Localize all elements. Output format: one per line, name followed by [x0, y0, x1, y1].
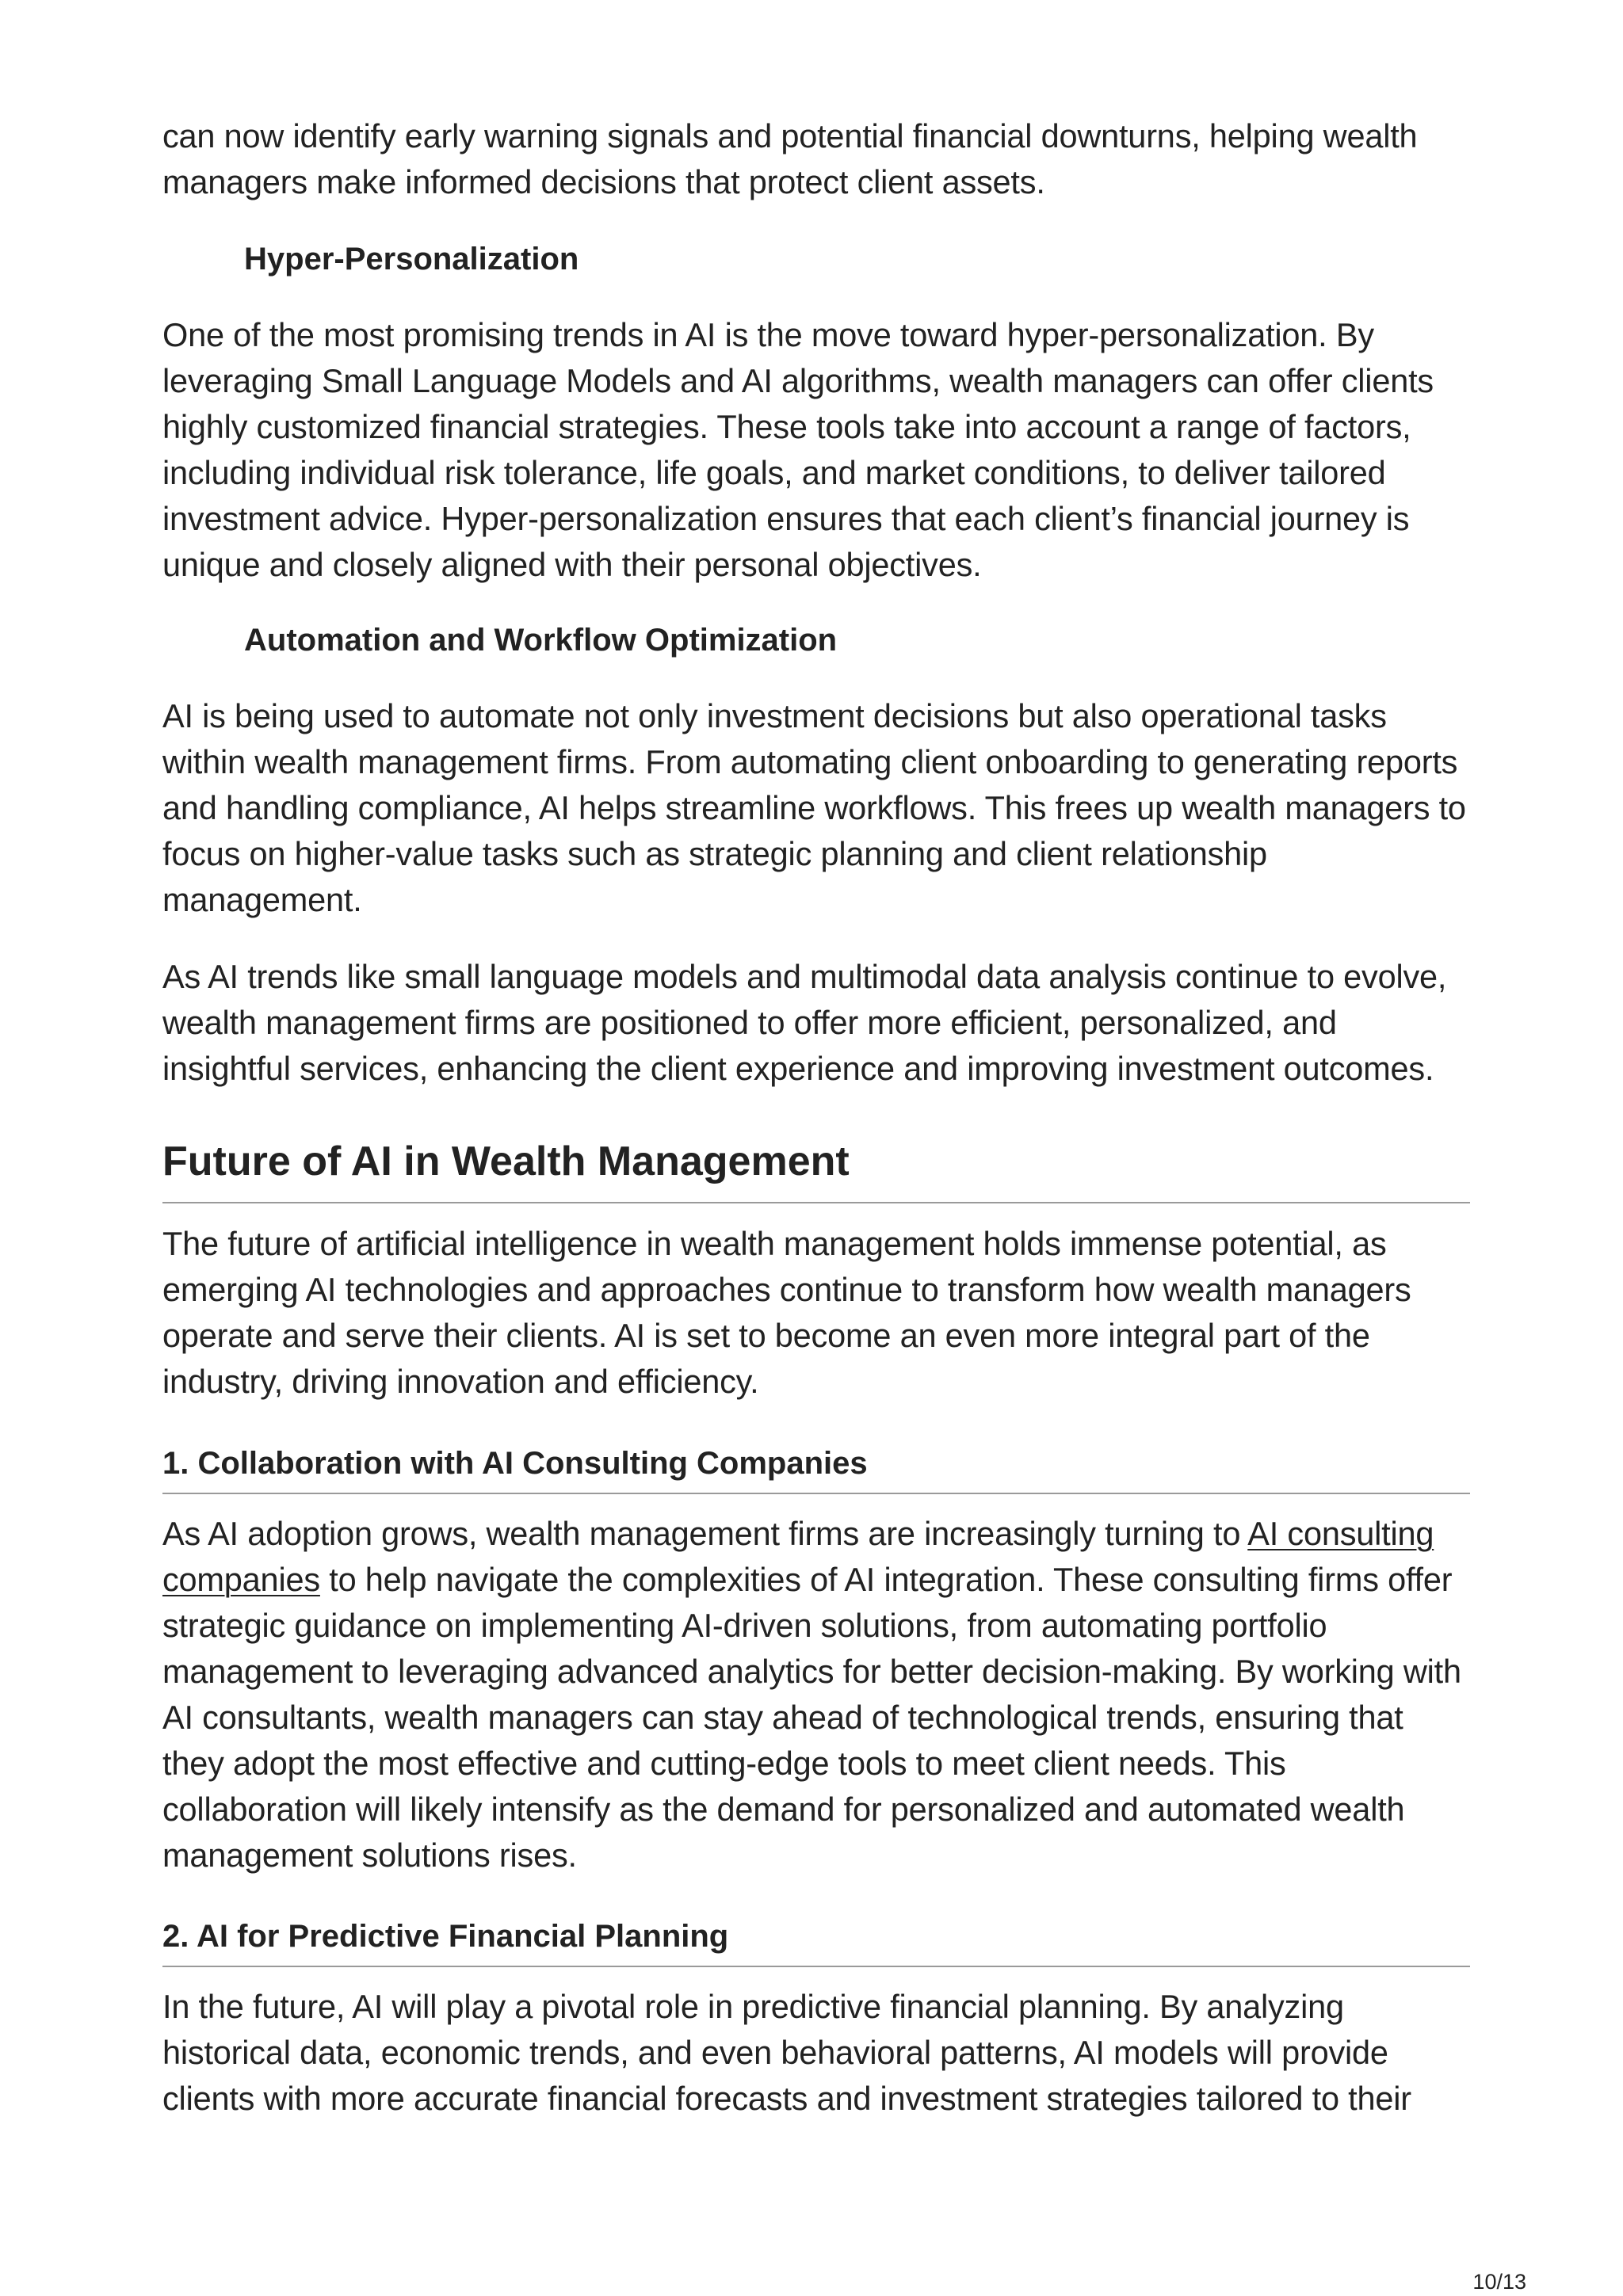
section-divider: [162, 1202, 1470, 1203]
collaboration-heading: 1. Collaboration with AI Consulting Companies: [162, 1446, 868, 1481]
intro-paragraph: can now identify early warning signals and potential financial downturns, helping wealth managers make informed decisions that protect client assets.: [162, 117, 1418, 200]
collaboration-text-end: to help navigate the complexities of AI integration. These consulting firms offer strategic guidance on implementing AI-driven solutions, from automating portfolio management to leveraging advanced analytics for better decision-making. By working with AI consultants, wealth managers can stay ahead of technological trends, ensuring that they adopt the most effective and cutting-edge tools to meet client needs. This collaboration will likely intensify as the demand for personalized and automated wealth management solutions rises.: [162, 1561, 1461, 1874]
future-section-heading: Future of AI in Wealth Management: [162, 1138, 850, 1184]
hyper-personalization-heading: Hyper-Personalization: [244, 242, 579, 277]
predictive-planning-heading: 2. AI for Predictive Financial Planning: [162, 1919, 729, 1954]
future-paragraph: The future of artificial intelligence in wealth management holds immense potential, as emerging AI technologies and approaches continue to transform how wealth managers operate and serve their clients. AI is set to become an even more integral part of the industry, driving innovation and efficiency.: [162, 1225, 1411, 1400]
subsection-divider: [162, 1966, 1470, 1967]
collaboration-text-start: As AI adoption grows, wealth management firms are increasingly turning to: [162, 1515, 1248, 1552]
trends-summary-paragraph: As AI trends like small language models and multimodal data analysis continue to evolve, wealth management firms are positioned to offer more efficient, personalized, and insightful services, enhancing the client experience and improving investment outcomes.: [162, 958, 1447, 1087]
hyper-personalization-paragraph: One of the most promising trends in AI is the move toward hyper-personalization. By leveraging Small Language Models and AI algorithms, wealth managers can offer clients highly customized financial strategies. These tools take into account a range of factors, including individual risk tolerance, life goals, and market conditions, to deliver tailored investment advice. Hyper-personalization ensures that each client’s financial journey is unique and closely aligned with their personal objectives.: [162, 316, 1434, 583]
ai-consulting-companies-link[interactable]: AI consulting companies: [162, 1515, 1434, 1598]
automation-heading: Automation and Workflow Optimization: [244, 623, 838, 658]
predictive-planning-paragraph: In the future, AI will play a pivotal role in predictive financial planning. By analyzing historical data, economic trends, and even behavioral patterns, AI models will provide clients with more accurate financial forecasts and investment strategies tailored to their: [162, 1988, 1411, 2117]
collaboration-paragraph: [162, 1511, 1470, 1878]
page-number: 10/13: [1472, 2270, 1526, 2294]
automation-paragraph: AI is being used to automate not only investment decisions but also operational tasks within wealth management firms. From automating client onboarding to generating reports and handling compliance, AI helps streamline workflows. This frees up wealth managers to focus on higher-value tasks such as strategic planning and client relationship management.: [162, 697, 1466, 918]
subsection-divider: [162, 1493, 1470, 1494]
